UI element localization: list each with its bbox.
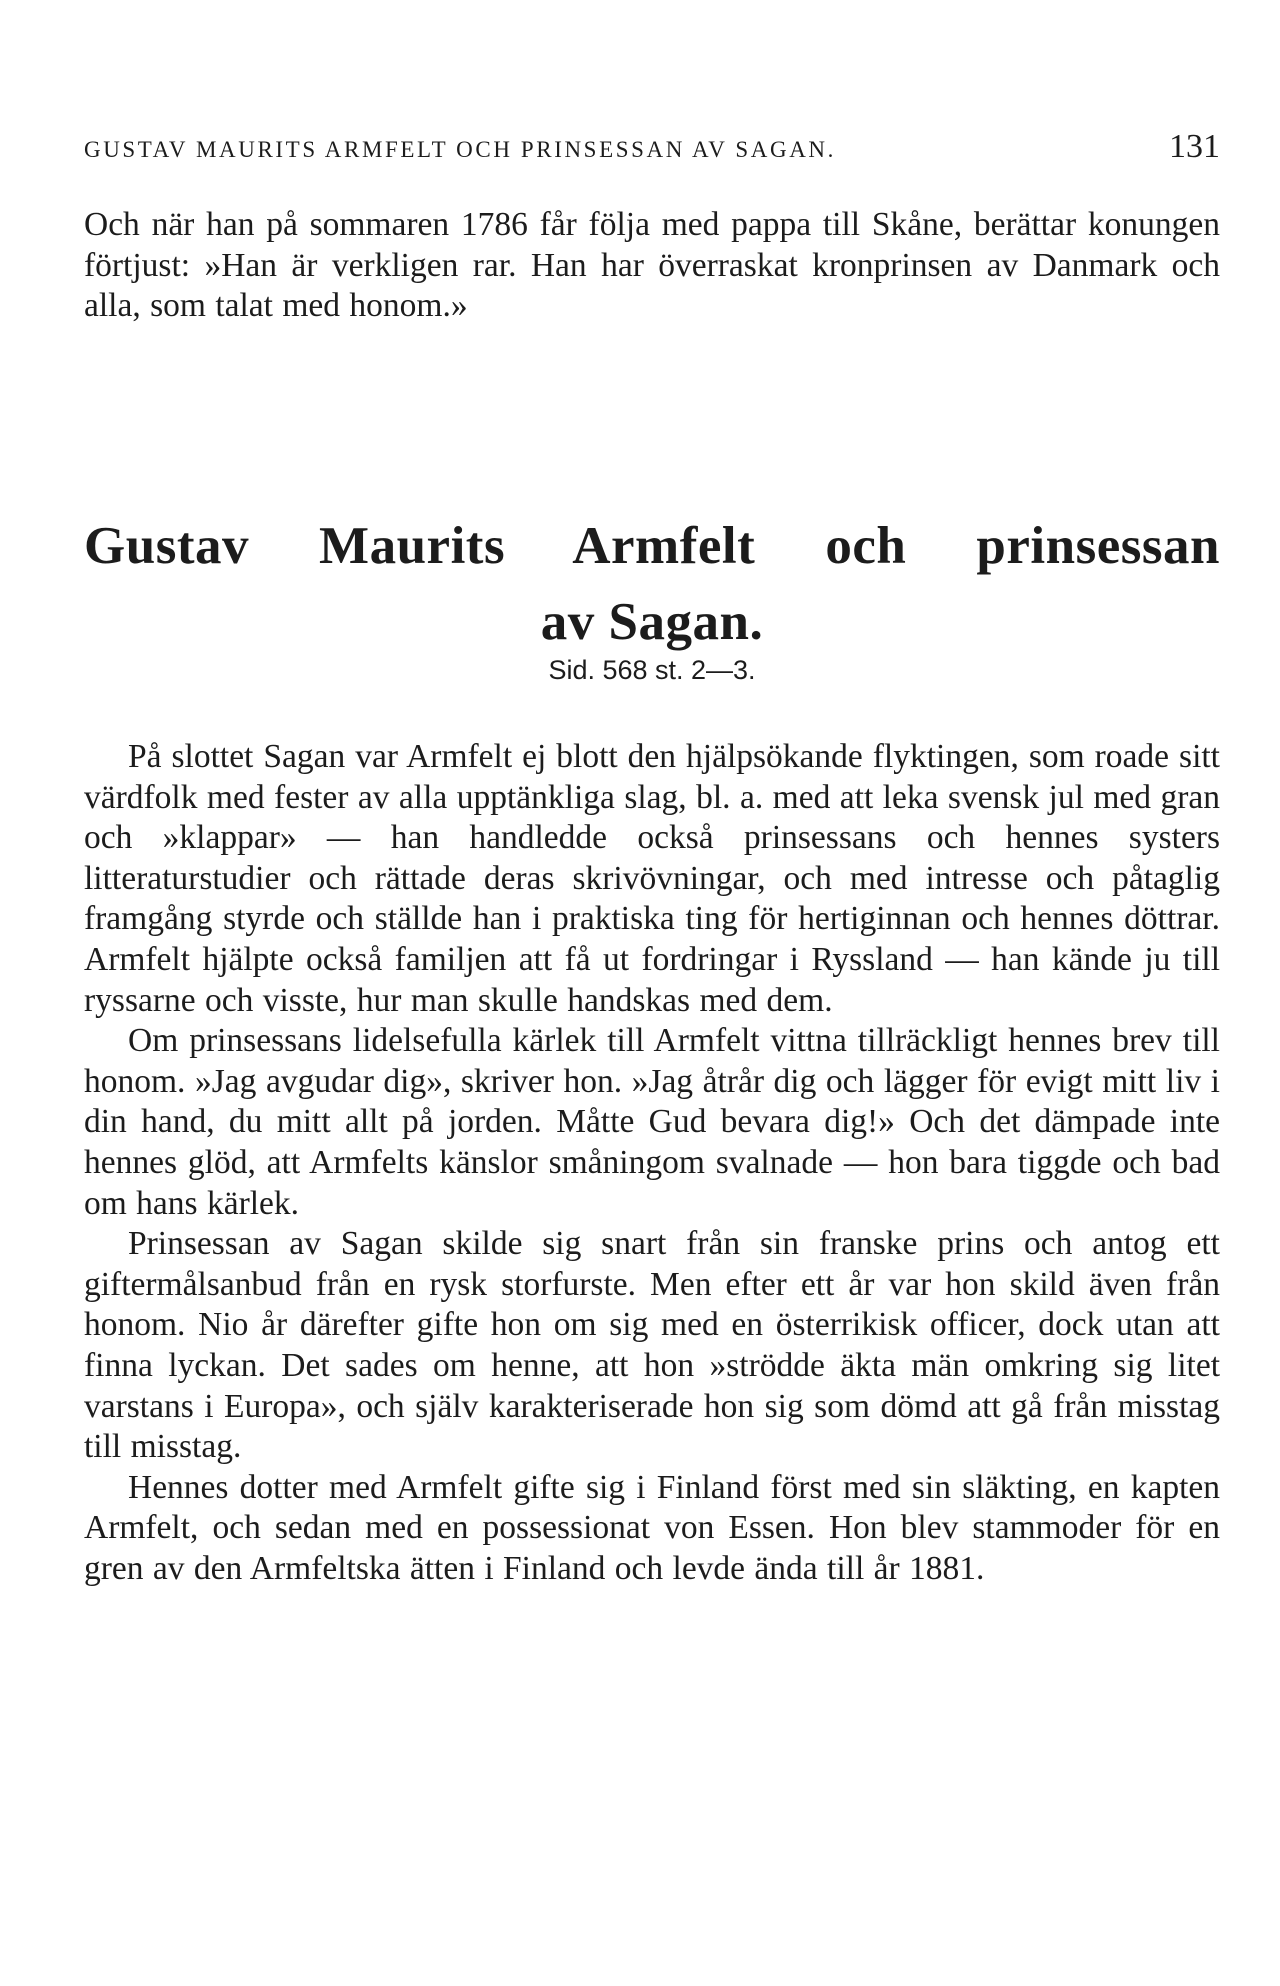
body-paragraph-3: Prinsessan av Sagan skilde sig snart från sin franske prins och antog ett giftermålsanbud från en rysk storfurste. Men efter ett år var hon skild även från honom. Nio år därefter gifte hon om sig med en österrikisk officer, dock utan att finna lyckan. Det sades om henne, att hon »strödde äkta män omkring sig litet varstans i Europa», och själv karakteriserade hon sig som dömd att gå från misstag till misstag. <box>84 1225 1220 1466</box>
section-heading-line-2: av Sagan. <box>540 593 764 651</box>
section-heading-line-1: Gustav Maurits Armfelt och prinsessan <box>84 517 1220 575</box>
body-paragraph-1: På slottet Sagan var Armfelt ej blott den hjälpsökande flyktingen, som roade sitt värdfolk med fester av alla upptänkliga slag, bl. a. med att leka svensk jul med gran och »klappar» — han handledde också prinsessans och hennes systers litteraturstudier och rättade deras skrivövningar, och med intresse och påtaglig framgång styrde och ställde han i praktiska ting för hertiginnan och hennes döttrar. Armfelt hjälpte också familjen att få ut fordringar i Ryssland — han kände ju till ryssarne och visste, hur man skulle handskas med dem. <box>84 738 1220 1019</box>
source-reference: Sid. 568 st. 2—3. <box>548 655 756 685</box>
section-body <box>84 737 1220 1589</box>
running-header <box>84 128 1220 166</box>
body-paragraph-2: Om prinsessans lidelsefulla kärlek till Armfelt vittna tillräckligt hennes brev till honom. »Jag avgudar dig», skriver hon. »Jag åtrår dig och lägger för evigt mitt liv i din hand, du mitt allt på jorden. Måtte Gud bevara dig!» Och det dämpade inte hennes glöd, att Armfelts känslor småningom svalnade — hon bara tiggde och bad om hans kärlek. <box>84 1022 1220 1222</box>
body-paragraph-4: Hennes dotter med Armfelt gifte sig i Finland först med sin släkting, en kapten Armfelt, och sedan med en possessionat von Essen. Hon blev stammoder för en gren av den Armfeltska ätten i Finland och levde ända till år 1881. <box>84 1468 1220 1587</box>
page-number: 131 <box>1169 128 1220 165</box>
section-heading <box>84 508 1220 660</box>
intro-paragraph: Och när han på sommaren 1786 får följa med pappa till Skåne, berättar konungen förtjust: »Han är verkligen rar. Han har överraskat kronprinsen av Danmark och alla, som talat med honom.» <box>84 206 1220 325</box>
running-title: GUSTAV MAURITS ARMFELT OCH PRINSESSAN AV SAGAN. <box>84 137 836 162</box>
